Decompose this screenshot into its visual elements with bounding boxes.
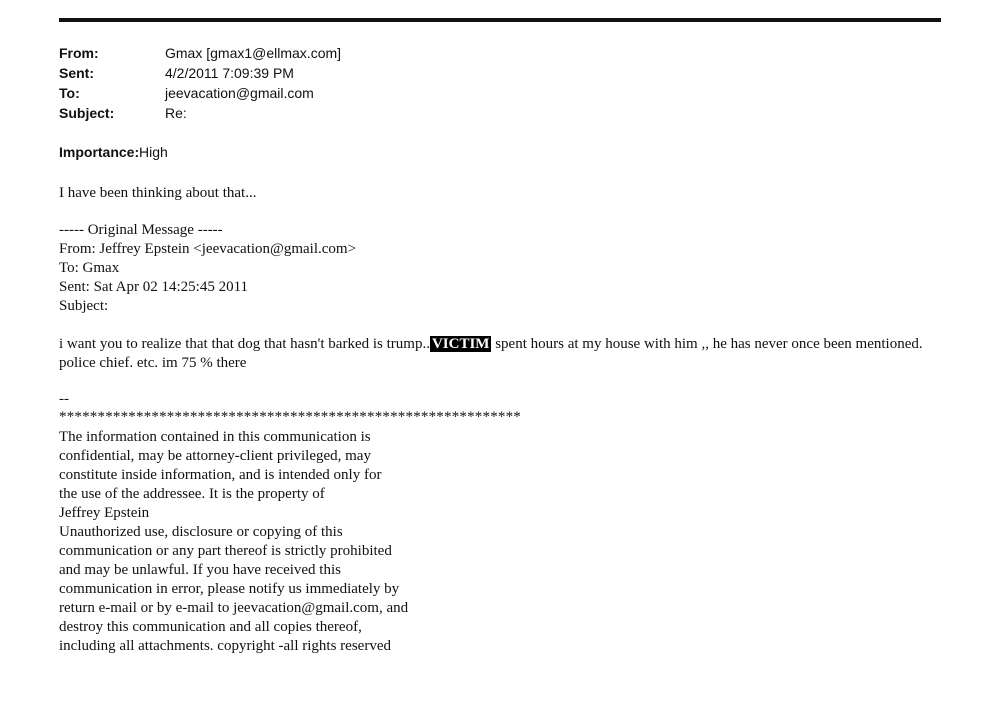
body-text-part1: i want you to realize that that dog that hasn't barked is trump.. (59, 336, 430, 352)
importance-label: Importance: (59, 144, 140, 160)
redaction-label: VICTIM (431, 336, 490, 352)
sent-value: 4/2/2011 7:09:39 PM (165, 65, 294, 81)
email-header (59, 43, 341, 123)
to-value: jeevacation@gmail.com (165, 85, 314, 101)
original-message-divider: ----- Original Message ----- (59, 222, 223, 238)
disclaimer-line: communication or any part thereof is strictly prohibited (59, 543, 392, 559)
body-text-part2: spent hours at my house with him ,, he has never once been mentioned. police chief. etc. im 75 % there (59, 336, 923, 371)
from-row (59, 43, 341, 63)
to-label: To: (59, 85, 80, 101)
sent-row (59, 63, 341, 83)
original-to: To: Gmax (59, 260, 120, 276)
original-subject: Subject: (59, 298, 109, 314)
subject-row (59, 103, 341, 123)
signature-dash: -- (59, 391, 69, 407)
disclaimer-line: Jeffrey Epstein (59, 505, 150, 521)
disclaimer-line: confidential, may be attorney-client privileged, may (59, 448, 371, 464)
disclaimer-line: return e-mail or by e-mail to jeevacation@gmail.com, and (59, 600, 409, 616)
importance-value: High (139, 144, 168, 160)
disclaimer-line: communication in error, please notify us immediately by (59, 581, 400, 597)
disclaimer (59, 428, 408, 656)
reply-text: I have been thinking about that... (59, 185, 257, 201)
sent-label: Sent: (59, 65, 94, 81)
signature-stars: ************************************************************ (59, 409, 521, 425)
disclaimer-line: and may be unlawful. If you have received this (59, 562, 341, 578)
original-message-header (59, 221, 356, 316)
message-body (59, 335, 929, 373)
original-from: From: Jeffrey Epstein <jeevacation@gmail.com> (59, 241, 357, 257)
from-value: Gmax [gmax1@ellmax.com] (165, 45, 342, 61)
disclaimer-line: including all attachments. copyright -all rights reserved (59, 638, 391, 654)
disclaimer-line: the use of the addressee. It is the property of (59, 486, 325, 502)
disclaimer-line: constitute inside information, and is intended only for (59, 467, 382, 483)
from-label: From: (59, 45, 99, 61)
to-row (59, 83, 341, 103)
original-sent: Sent: Sat Apr 02 14:25:45 2011 (59, 279, 249, 295)
importance-row (59, 142, 168, 162)
disclaimer-line: Unauthorized use, disclosure or copying of this (59, 524, 343, 540)
subject-label: Subject: (59, 105, 115, 121)
top-divider-rule (59, 18, 941, 22)
subject-value: Re: (165, 105, 187, 121)
disclaimer-line: destroy this communication and all copies thereof, (59, 619, 362, 635)
disclaimer-line: The information contained in this communication is (59, 429, 371, 445)
